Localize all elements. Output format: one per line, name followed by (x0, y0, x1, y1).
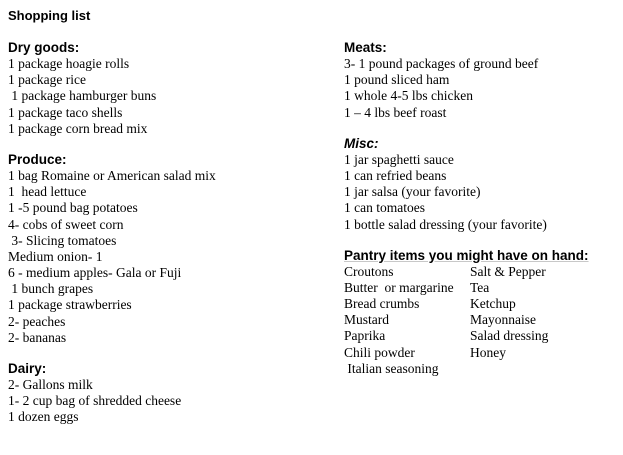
produce-heading: Produce: (8, 151, 67, 167)
pantry-item: Honey (470, 344, 506, 360)
dairy-section (8, 360, 328, 426)
list-item: 1- 2 cup bag of shredded cheese (8, 393, 182, 409)
pantry-item (470, 361, 600, 377)
pantry-item: Salad dressing (470, 328, 549, 344)
pantry-item: Paprika (344, 328, 386, 344)
pantry-heading: Pantry items you might have on hand: (344, 247, 589, 263)
list-item: 1 package taco shells (8, 104, 123, 120)
list-item: 3- 1 pound packages of ground beef (344, 56, 539, 71)
misc-section (344, 135, 619, 233)
pantry-item: Mustard (344, 312, 389, 328)
pantry-item: Ketchup (470, 296, 516, 312)
list-item: 1 – 4 lbs beef roast (344, 104, 447, 120)
list-item: 1 jar salsa (your favorite) (344, 184, 481, 200)
list-item: 1 head lettuce (8, 184, 87, 200)
list-item: 1 jar spaghetti sauce (344, 151, 454, 167)
list-item: 1 package rice (8, 72, 86, 88)
misc-heading: Misc: (344, 135, 379, 151)
pantry-item: Bread crumbs (344, 296, 420, 312)
list-item: 1 package corn bread mix (8, 120, 148, 136)
produce-section (8, 151, 328, 346)
pantry-item: Italian seasoning (344, 360, 439, 376)
pantry-item: Tea (470, 279, 490, 295)
list-item: 1 package hamburger buns (8, 88, 157, 104)
list-item: 1 can tomatoes (344, 200, 425, 216)
list-item: Medium onion- 1 (8, 248, 103, 264)
dry-goods-heading: Dry goods: (8, 40, 80, 55)
pantry-item: Salt & Pepper (470, 263, 546, 279)
page-title: Shopping list (8, 8, 91, 23)
dairy-heading: Dairy: (8, 361, 47, 376)
pantry-grid (344, 264, 619, 377)
pantry-item: Mayonnaise (470, 312, 536, 328)
pantry-item: Croutons (344, 263, 394, 279)
list-item: 2- bananas (8, 329, 67, 345)
list-item: 1 whole 4-5 lbs chicken (344, 88, 473, 104)
right-column (344, 39, 619, 377)
pantry-item: Chili powder (344, 344, 415, 360)
meats-section (344, 39, 619, 121)
pantry-item: Butter or margarine (344, 279, 454, 295)
list-item: 1 -5 pound bag potatoes (8, 200, 138, 216)
list-item: 1 bunch grapes (8, 281, 94, 297)
list-item: 1 package strawberries (8, 297, 132, 313)
list-item: 2- Gallons milk (8, 377, 93, 392)
list-item: 1 can refried beans (344, 167, 447, 183)
list-item: 1 bag Romaine or American salad mix (8, 167, 216, 183)
list-item: 1 package hoagie rolls (8, 56, 130, 71)
left-column (8, 39, 328, 426)
meats-heading: Meats: (344, 40, 387, 55)
list-item: 4- cobs of sweet corn (8, 216, 124, 232)
list-item: 1 dozen eggs (8, 409, 79, 425)
list-item: 1 pound sliced ham (344, 72, 450, 88)
list-item: 1 bottle salad dressing (your favorite) (344, 216, 547, 232)
list-item: 3- Slicing tomatoes (8, 232, 117, 248)
list-item: 2- peaches (8, 313, 66, 329)
list-item: 6 - medium apples- Gala or Fuji (8, 265, 182, 281)
pantry-section (344, 247, 619, 377)
dry-goods-section (8, 39, 328, 137)
